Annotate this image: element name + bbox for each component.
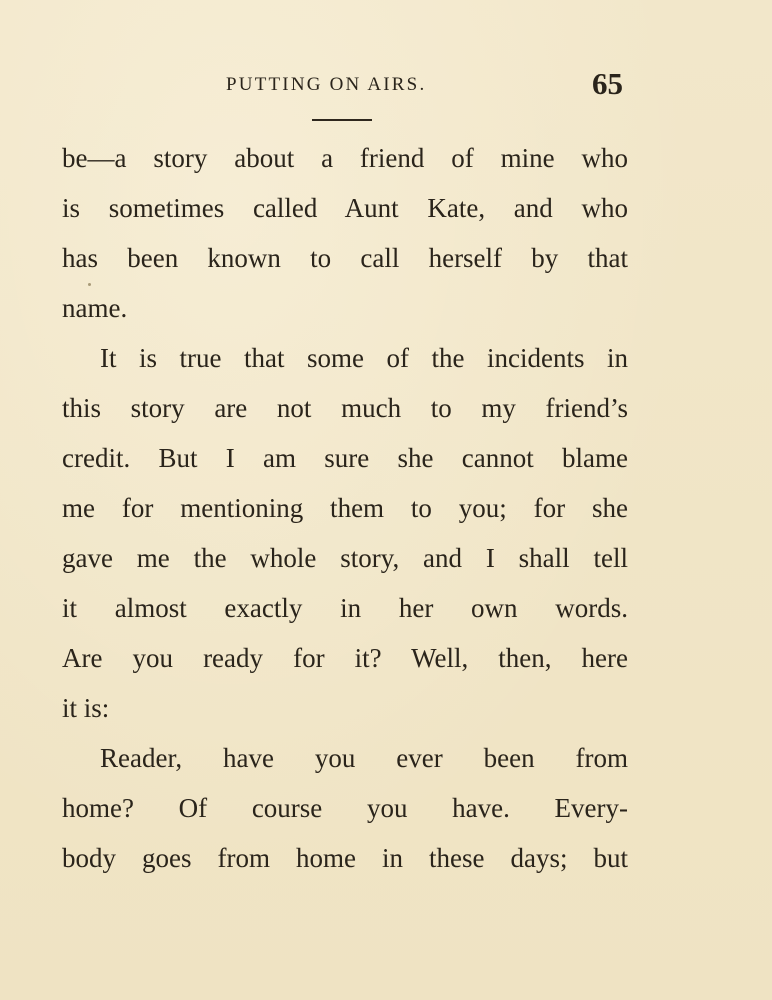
body-text [62, 140, 628, 890]
text-line: body goes from home in these days; but [62, 843, 628, 873]
text-line: Are you ready for it? Well, then, here [62, 643, 628, 673]
text-line: name. [62, 293, 128, 323]
text-line: this story are not much to my friend’s [62, 393, 628, 423]
text-line: home? Of course you have. Every- [62, 793, 628, 823]
text-line: me for mentioning them to you; for she [62, 493, 628, 523]
header-rule [312, 119, 372, 121]
text-line: it almost exactly in her own words. [62, 593, 628, 623]
running-head [0, 66, 772, 100]
text-line: It is true that some of the incidents in [100, 343, 628, 373]
text-line: is sometimes called Aunt Kate, and who [62, 193, 628, 223]
running-title: PUTTING ON AIRS. [226, 74, 427, 95]
text-line: be—a story about a friend of mine who [62, 143, 628, 173]
text-line: Reader, have you ever been from [100, 743, 628, 773]
text-line: credit. But I am sure she cannot blame [62, 443, 628, 473]
text-line: gave me the whole story, and I shall tell [62, 543, 628, 573]
text-line: it is: [62, 693, 110, 723]
page-number: 65 [592, 66, 623, 101]
text-line: has been known to call herself by that [62, 243, 628, 273]
